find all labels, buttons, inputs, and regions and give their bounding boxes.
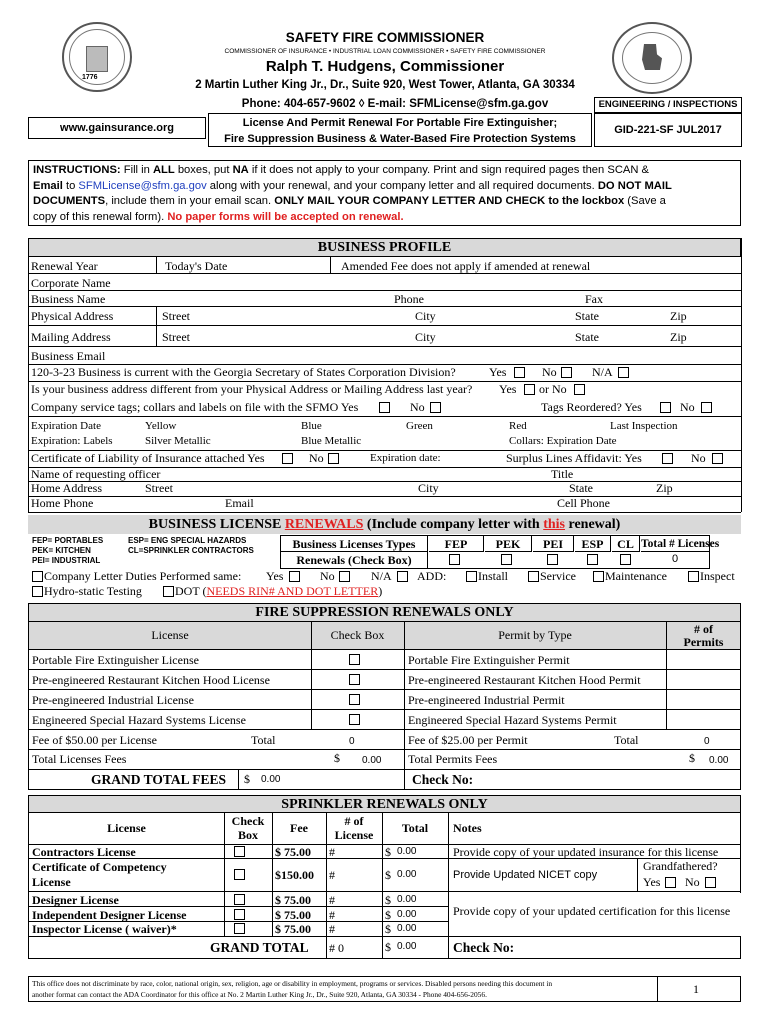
- sp-num[interactable]: #: [329, 908, 335, 922]
- tags-question-row: [28, 398, 741, 417]
- expiration-date-input-label: Expiration date:: [370, 452, 441, 464]
- sp-note-insurance: Provide copy of your updated insurance for this license: [453, 845, 719, 859]
- renewal-row: [28, 257, 741, 274]
- dollar-sign: $: [244, 772, 250, 786]
- sp-license-name-2: License: [32, 875, 71, 889]
- tags-no-checkbox[interactable]: [430, 402, 441, 413]
- license-legend: [32, 536, 103, 566]
- maintenance-label: Maintenance: [605, 569, 667, 583]
- dollar-sign: $: [385, 868, 391, 882]
- instr-text: copy of this renewal form).: [33, 210, 168, 223]
- fs-license-name: Engineered Special Hazard Systems License: [32, 713, 246, 727]
- instr-text: , include them in your email scan.: [105, 195, 275, 207]
- sp-license-checkbox[interactable]: [234, 894, 245, 905]
- divider: [28, 512, 741, 513]
- seal-year: 1776: [82, 74, 98, 81]
- liability-yes-checkbox[interactable]: [282, 453, 293, 464]
- types-label: Business Licenses Types: [281, 536, 428, 552]
- sp-column-headers: [28, 813, 741, 845]
- dot-text: ): [378, 584, 383, 598]
- street-label: Street: [145, 481, 173, 495]
- sp-col-total: Total: [401, 821, 429, 835]
- dot-checkbox[interactable]: [163, 586, 174, 597]
- agency-subtitle: COMMISSIONER OF INSURANCE • INDUSTRIAL LOAN COMMISSIONER • SAFETY FIRE COMMISSIONER: [224, 48, 546, 55]
- city-label: City: [415, 309, 436, 323]
- instructions-label: INSTRUCTIONS:: [33, 164, 121, 176]
- type-pek: PEK: [485, 536, 532, 552]
- fs-permit-name: Portable Fire Extinguisher Permit: [408, 653, 570, 667]
- inspect-label: Inspect: [700, 569, 735, 583]
- liability-no-checkbox[interactable]: [328, 453, 339, 464]
- instr-text: if it does not apply to your company. Print and sign required pages then SCAN &: [248, 164, 650, 176]
- service-checkbox[interactable]: [528, 571, 539, 582]
- state-label: State: [575, 330, 599, 344]
- fs-license-name: Portable Fire Extinguisher License: [32, 653, 199, 667]
- fs-col-license: License: [151, 628, 189, 642]
- street-label: Street: [162, 330, 190, 344]
- email-label: Email: [225, 496, 254, 510]
- type-pei: PEI: [533, 536, 574, 552]
- type-esp: ESP: [575, 536, 611, 552]
- corporation-question-row: [28, 364, 741, 381]
- dot-needs-rin: NEEDS RIN# AND DOT LETTER: [206, 584, 379, 598]
- fs-table-body: [28, 650, 741, 770]
- liability-row: [28, 450, 741, 467]
- expiration-labels-label: Expiration: Labels: [31, 435, 113, 447]
- phone-label: Phone: [394, 292, 424, 306]
- type-cl: CL: [612, 536, 640, 552]
- sp-col-fee: Fee: [290, 821, 308, 835]
- sp-num[interactable]: #: [329, 845, 335, 859]
- instr-email-link[interactable]: SFMLicense@sfm.ga.gov: [78, 179, 207, 192]
- service-label: Service: [540, 569, 576, 583]
- sp-check-no-label: Check No:: [453, 940, 515, 955]
- sp-license-checkbox[interactable]: [234, 909, 245, 920]
- requesting-officer-label: Name of requesting officer: [31, 467, 161, 481]
- sp-num[interactable]: #: [329, 893, 335, 907]
- business-name-row[interactable]: [28, 291, 741, 307]
- fs-license-fee-label: Fee of $50.00 per License: [32, 733, 157, 747]
- collars-expiration-label: Collars: Expiration Date: [509, 435, 617, 447]
- fs-grand-total-label: GRAND TOTAL FEES: [91, 772, 227, 787]
- company-letter-checkbox[interactable]: [32, 571, 43, 582]
- cl-checkbox[interactable]: [620, 554, 631, 565]
- sp-grand-num: # 0: [329, 941, 344, 955]
- duties-yes-checkbox[interactable]: [289, 571, 300, 582]
- sp-grand-total-row: [28, 937, 741, 959]
- table-row: [29, 859, 741, 892]
- sp-col-check: [224, 814, 272, 842]
- silver-metallic-label: Silver Metallic: [145, 435, 211, 447]
- sp-col-num-2: License: [334, 828, 374, 842]
- fs-permit-name: Engineered Special Hazard Systems Permit: [408, 713, 617, 727]
- fs-total-license-fees-label: Total Licenses Fees: [32, 752, 127, 766]
- install-checkbox[interactable]: [466, 571, 477, 582]
- table-row: [29, 670, 741, 690]
- divider: [28, 238, 29, 512]
- fs-license-total[interactable]: 0: [349, 736, 355, 747]
- fs-col-permit: Permit by Type: [498, 628, 572, 642]
- corp-no-checkbox[interactable]: [561, 367, 572, 378]
- sp-license-name-1: Certificate of Competency: [32, 860, 167, 874]
- fee-row: [29, 730, 741, 750]
- sp-col-num-1: # of: [344, 814, 364, 828]
- business-name-label: Business Name: [31, 292, 106, 306]
- zip-label: Zip: [670, 330, 687, 344]
- sp-fee: $ 75.00: [275, 845, 311, 859]
- mailing-address-label: Mailing Address: [31, 330, 111, 344]
- zip-label: Zip: [656, 481, 673, 495]
- fs-total-label: Total: [614, 733, 639, 747]
- fs-check-no-label: Check No:: [412, 772, 474, 787]
- sp-fee: $150.00: [275, 868, 314, 882]
- legend-cl: CL=SPRINKLER CONTRACTORS: [128, 546, 254, 555]
- fax-label: Fax: [585, 292, 603, 306]
- form-title-line-1: License And Permit Renewal For Portable Fire Extinguisher;: [242, 117, 558, 129]
- instr-text: (Save a: [624, 195, 666, 207]
- expiration-date-row: [28, 417, 741, 434]
- license-legend-2: [128, 536, 254, 556]
- sp-col-num: [326, 814, 382, 842]
- form-title-line-2: Fire Suppression Business & Water-Based Fire Protection Systems: [224, 133, 576, 145]
- home-address-row[interactable]: [28, 481, 741, 496]
- last-inspection-label: Last Inspection: [610, 420, 678, 432]
- fs-grand-total-value: 0.00: [261, 774, 281, 785]
- fs-total-permit-fees-label: Total Permits Fees: [408, 752, 498, 766]
- city-label: City: [418, 481, 439, 495]
- total-licenses-value: 0: [671, 553, 679, 565]
- type-fep: FEP: [429, 536, 484, 552]
- agency-address: 2 Martin Luther King Jr., Dr., Suite 920, West Tower, Atlanta, GA 30334: [195, 79, 575, 91]
- sp-col-check-1: Check: [231, 814, 265, 828]
- contact-line: [210, 98, 580, 110]
- sp-num[interactable]: #: [329, 868, 335, 882]
- divider: [741, 238, 742, 512]
- business-email-row[interactable]: [28, 347, 741, 364]
- no-label: No: [410, 400, 425, 414]
- fs-permit-name: Pre-engineered Industrial Permit: [408, 693, 565, 707]
- business-profile-header: BUSINESS PROFILE: [28, 238, 741, 257]
- state-label: State: [569, 481, 593, 495]
- dot-label: [175, 584, 382, 599]
- instr-text: to: [62, 179, 79, 192]
- physical-address-row[interactable]: [28, 307, 741, 326]
- fs-permit-total[interactable]: 0: [704, 736, 710, 747]
- sp-license-name: Designer License: [32, 893, 119, 907]
- fire-suppression-header: FIRE SUPPRESSION RENEWALS ONLY: [28, 603, 741, 622]
- hydro-label: Hydro-static Testing: [44, 584, 142, 598]
- no-label: No: [320, 569, 335, 583]
- expiration-labels-row: [28, 434, 741, 450]
- home-phone-label: Home Phone: [31, 496, 94, 510]
- hydro-checkbox[interactable]: [32, 586, 43, 597]
- red-label: Red: [509, 420, 527, 432]
- lr-title-this: this: [543, 517, 565, 532]
- reordered-no-checkbox[interactable]: [701, 402, 712, 413]
- page-number: 1: [693, 982, 699, 996]
- sp-note-nicet: Provide Updated NICET copy: [453, 869, 598, 881]
- table-row: [29, 650, 741, 670]
- fs-col-permits: [666, 622, 741, 649]
- surplus-yes-checkbox[interactable]: [662, 453, 673, 464]
- agency-email: ◊ E-mail: SFMLicense@sfm.ga.gov: [358, 98, 549, 110]
- dollar-sign: $: [385, 940, 391, 954]
- dollar-sign: $: [385, 908, 391, 922]
- inspect-checkbox[interactable]: [688, 571, 699, 582]
- addr-yes-checkbox[interactable]: [524, 384, 535, 395]
- form-id: GID-221-SF JUL2017: [594, 113, 742, 147]
- install-label: Install: [478, 569, 508, 583]
- sp-license-name: Inspector License ( waiver)*: [32, 922, 177, 936]
- sp-license-name: Contractors License: [32, 845, 136, 859]
- reordered-yes-checkbox[interactable]: [660, 402, 671, 413]
- legend-pei: PEI= INDUSTRIAL: [32, 556, 101, 565]
- fs-grand-total-row: [28, 770, 741, 790]
- gf-yes-label: Yes: [643, 875, 661, 889]
- fs-col-num: # of: [694, 622, 713, 636]
- gf-yes-checkbox[interactable]: [665, 877, 676, 888]
- table-row: [29, 845, 741, 859]
- fs-col-check: Check Box: [330, 628, 385, 642]
- lr-title: renewal): [565, 517, 621, 532]
- divider: [28, 496, 741, 497]
- maintenance-checkbox[interactable]: [593, 571, 604, 582]
- legend-pek: PEK= KITCHEN: [32, 546, 91, 555]
- dot-text: DOT (: [175, 584, 207, 598]
- sp-note-cert-cell: [449, 893, 741, 936]
- city-label: City: [415, 330, 436, 344]
- license-renewals-header: [28, 515, 741, 534]
- fs-permit-fees-value: 0.00: [709, 755, 729, 766]
- zip-label: Zip: [670, 309, 687, 323]
- sp-total: 0.00: [397, 846, 417, 857]
- commissioner-name: Ralph T. Hudgens, Commissioner: [265, 58, 505, 75]
- footer-line-2: another format can contact the ADA Coordinator for this office at No. 2 Martin Luther King Jr., Dr., Suite 920, Atlanta, GA 30334 - Phone 404-656-2056.: [32, 990, 487, 999]
- dept-label: ENGINEERING / INSPECTIONS: [594, 97, 742, 113]
- fees-row: [29, 750, 741, 769]
- yes-label: Yes: [266, 569, 284, 583]
- sp-col-license: License: [107, 821, 146, 835]
- sp-col-check-2: Box: [237, 828, 258, 842]
- sp-table-body: [28, 845, 741, 937]
- blue-label: Blue: [301, 420, 322, 432]
- dollar-sign: $: [385, 922, 391, 936]
- fs-license-checkbox[interactable]: [349, 654, 360, 665]
- physical-address-label: Physical Address: [31, 309, 114, 323]
- grandfathered-label: Grandfathered?: [643, 859, 718, 873]
- no-label: No: [691, 451, 706, 465]
- duties-row: [28, 569, 741, 584]
- form-title-box: [208, 113, 592, 147]
- title-label: Title: [551, 467, 574, 481]
- yes-label: Yes: [499, 382, 517, 396]
- renewals-check-label: Renewals (Check Box): [281, 552, 428, 568]
- lr-title-renewals: RENEWALS: [284, 517, 364, 532]
- sp-note-certification: Provide copy of your updated certification for this license: [453, 904, 731, 918]
- street-label: Street: [162, 309, 190, 323]
- divider: [28, 467, 741, 468]
- legend-esp: ESP= ENG SPECIAL HAZARDS: [128, 536, 247, 545]
- corporate-name-label: Corporate Name: [31, 276, 111, 290]
- sp-col-notes: Notes: [453, 821, 482, 835]
- blue-metallic-label: Blue Metallic: [301, 435, 362, 447]
- gf-no-label: No: [685, 875, 700, 889]
- divider: [28, 481, 741, 482]
- dollar-sign: $: [334, 751, 340, 765]
- home-phone-row[interactable]: [28, 496, 741, 512]
- legend-fep: FEP= PORTABLES: [32, 536, 104, 545]
- website-link[interactable]: www.gainsurance.org: [28, 117, 206, 139]
- sp-fee: $ 75.00: [275, 908, 311, 922]
- instr-text: Fill in: [120, 164, 153, 176]
- sp-fee: $ 75.00: [275, 922, 311, 936]
- fs-license-name: Pre-engineered Industrial License: [32, 693, 194, 707]
- na-label: N/A: [371, 569, 392, 583]
- duties-label: Company Letter Duties Performed same:: [44, 569, 242, 583]
- corporation-question: 120-3-23 Business is current with the Georgia Secretary of States Corporation Division?: [31, 365, 456, 379]
- instructions-box: [28, 160, 741, 226]
- instr-text: along with your renewal, and your company letter and all required documents.: [206, 179, 598, 192]
- agency-phone: Phone: 404-657-9602: [241, 98, 356, 110]
- sp-license-checkbox[interactable]: [234, 923, 245, 934]
- corp-na-checkbox[interactable]: [618, 367, 629, 378]
- fep-checkbox[interactable]: [449, 554, 460, 565]
- or-no-label: or No: [539, 382, 567, 396]
- lr-title: (Include company letter with: [363, 517, 544, 532]
- sp-total: 0.00: [397, 923, 417, 934]
- expiration-date-label: Expiration Date: [31, 420, 101, 432]
- instr-all: ALL: [152, 164, 175, 176]
- address-question: Is your business address different from your Physical Address or Mailing Address last year?: [31, 382, 473, 396]
- add-label: ADD:: [417, 569, 447, 583]
- instr-text: boxes, put: [174, 164, 233, 176]
- cell-phone-label: Cell Phone: [557, 496, 610, 510]
- fs-license-name: Pre-engineered Restaurant Kitchen Hood License: [32, 673, 270, 687]
- business-email-label: Business Email: [31, 349, 106, 363]
- sp-license-name: Independent Designer License: [32, 908, 187, 922]
- sp-num[interactable]: #: [329, 922, 335, 936]
- sp-total: 0.00: [397, 909, 417, 920]
- tags-yes-checkbox[interactable]: [379, 402, 390, 413]
- corporate-name-row[interactable]: [28, 274, 741, 291]
- divider: [28, 450, 741, 451]
- no-label: No: [542, 365, 557, 379]
- instr-only-mail: ONLY MAIL YOUR COMPANY LETTER AND CHECK to the lockbox: [274, 195, 625, 207]
- footer-box: [28, 976, 741, 1002]
- instr-do-not-mail: DO NOT MAIL: [597, 179, 672, 192]
- green-label: Green: [406, 420, 433, 432]
- liability-question: Certificate of Liability of Insurance attached Yes: [31, 451, 265, 465]
- sp-license-checkbox[interactable]: [234, 846, 245, 857]
- table-row: [29, 710, 741, 730]
- footer-line-1: This office does not discriminate by race, color, national origin, sex, religion, age or disability in employment, programs or services. Disabled persons needing this document in: [32, 979, 553, 988]
- pei-checkbox[interactable]: [547, 554, 558, 565]
- address-question-row: [28, 381, 741, 398]
- fs-total-label: Total: [251, 733, 276, 747]
- surplus-question: Surplus Lines Affidavit: Yes: [506, 451, 642, 465]
- sp-grand-total-label: GRAND TOTAL: [210, 940, 309, 955]
- home-address-label: Home Address: [31, 481, 102, 495]
- sp-fee: $ 75.00: [275, 893, 311, 907]
- sp-grand-total-value: 0.00: [397, 941, 417, 952]
- fs-col-permits-label: Permits: [683, 635, 724, 649]
- mailing-address-row[interactable]: [28, 326, 741, 347]
- fs-license-checkbox[interactable]: [349, 694, 360, 705]
- no-label: No: [680, 400, 695, 414]
- fs-column-headers: [28, 622, 741, 650]
- corp-yes-checkbox[interactable]: [514, 367, 525, 378]
- footer-notice: [32, 978, 552, 1000]
- hydro-row: [28, 584, 741, 599]
- gf-no-checkbox[interactable]: [705, 877, 716, 888]
- instr-documents: DOCUMENTS: [33, 195, 106, 207]
- instr-na: NA: [232, 164, 249, 176]
- fs-license-checkbox[interactable]: [349, 714, 360, 725]
- pek-checkbox[interactable]: [501, 554, 512, 565]
- license-types-table: [280, 535, 720, 569]
- duties-no-checkbox[interactable]: [339, 571, 350, 582]
- addr-no-checkbox[interactable]: [574, 384, 585, 395]
- fs-license-fees-value: 0.00: [362, 755, 382, 766]
- sp-total: 0.00: [397, 894, 417, 905]
- lr-title: BUSINESS LICENSE: [148, 517, 285, 532]
- agency-title: SAFETY FIRE COMMISSIONER: [285, 30, 485, 45]
- na-label: N/A: [592, 365, 613, 379]
- duties-na-checkbox[interactable]: [397, 571, 408, 582]
- no-label: No: [309, 451, 324, 465]
- amended-fee-note: Amended Fee does not apply if amended at renewal: [341, 259, 591, 273]
- yellow-label: Yellow: [145, 420, 177, 432]
- officer-row[interactable]: [28, 467, 741, 481]
- surplus-no-checkbox[interactable]: [712, 453, 723, 464]
- fs-license-checkbox[interactable]: [349, 674, 360, 685]
- dollar-sign: $: [385, 893, 391, 907]
- instr-no-paper: No paper forms will be accepted on renewal.: [167, 210, 404, 223]
- yes-label: Yes: [489, 365, 507, 379]
- dollar-sign: $: [385, 845, 391, 859]
- esp-checkbox[interactable]: [587, 554, 598, 565]
- total-licenses-label: Total # Licenses: [641, 538, 720, 550]
- divider: [28, 381, 741, 382]
- sp-total: 0.00: [397, 869, 417, 880]
- renewal-year-label: Renewal Year: [31, 259, 98, 273]
- table-row: [29, 690, 741, 710]
- instr-email-label: Email: [33, 179, 63, 192]
- dollar-sign: $: [689, 751, 695, 765]
- fs-permit-fee-label: Fee of $25.00 per Permit: [408, 733, 528, 747]
- sp-license-checkbox[interactable]: [234, 869, 245, 880]
- sp-license-name: [32, 860, 167, 890]
- tags-question: Company service tags; collars and labels on file with the SFMO Yes: [31, 400, 359, 414]
- state-label: State: [575, 309, 599, 323]
- tags-reordered-label: Tags Reordered? Yes: [541, 400, 642, 414]
- todays-date-label: Today's Date: [165, 259, 228, 273]
- fs-permit-name: Pre-engineered Restaurant Kitchen Hood Permit: [408, 673, 641, 687]
- divider: [28, 364, 741, 365]
- sprinkler-header: SPRINKLER RENEWALS ONLY: [28, 795, 741, 813]
